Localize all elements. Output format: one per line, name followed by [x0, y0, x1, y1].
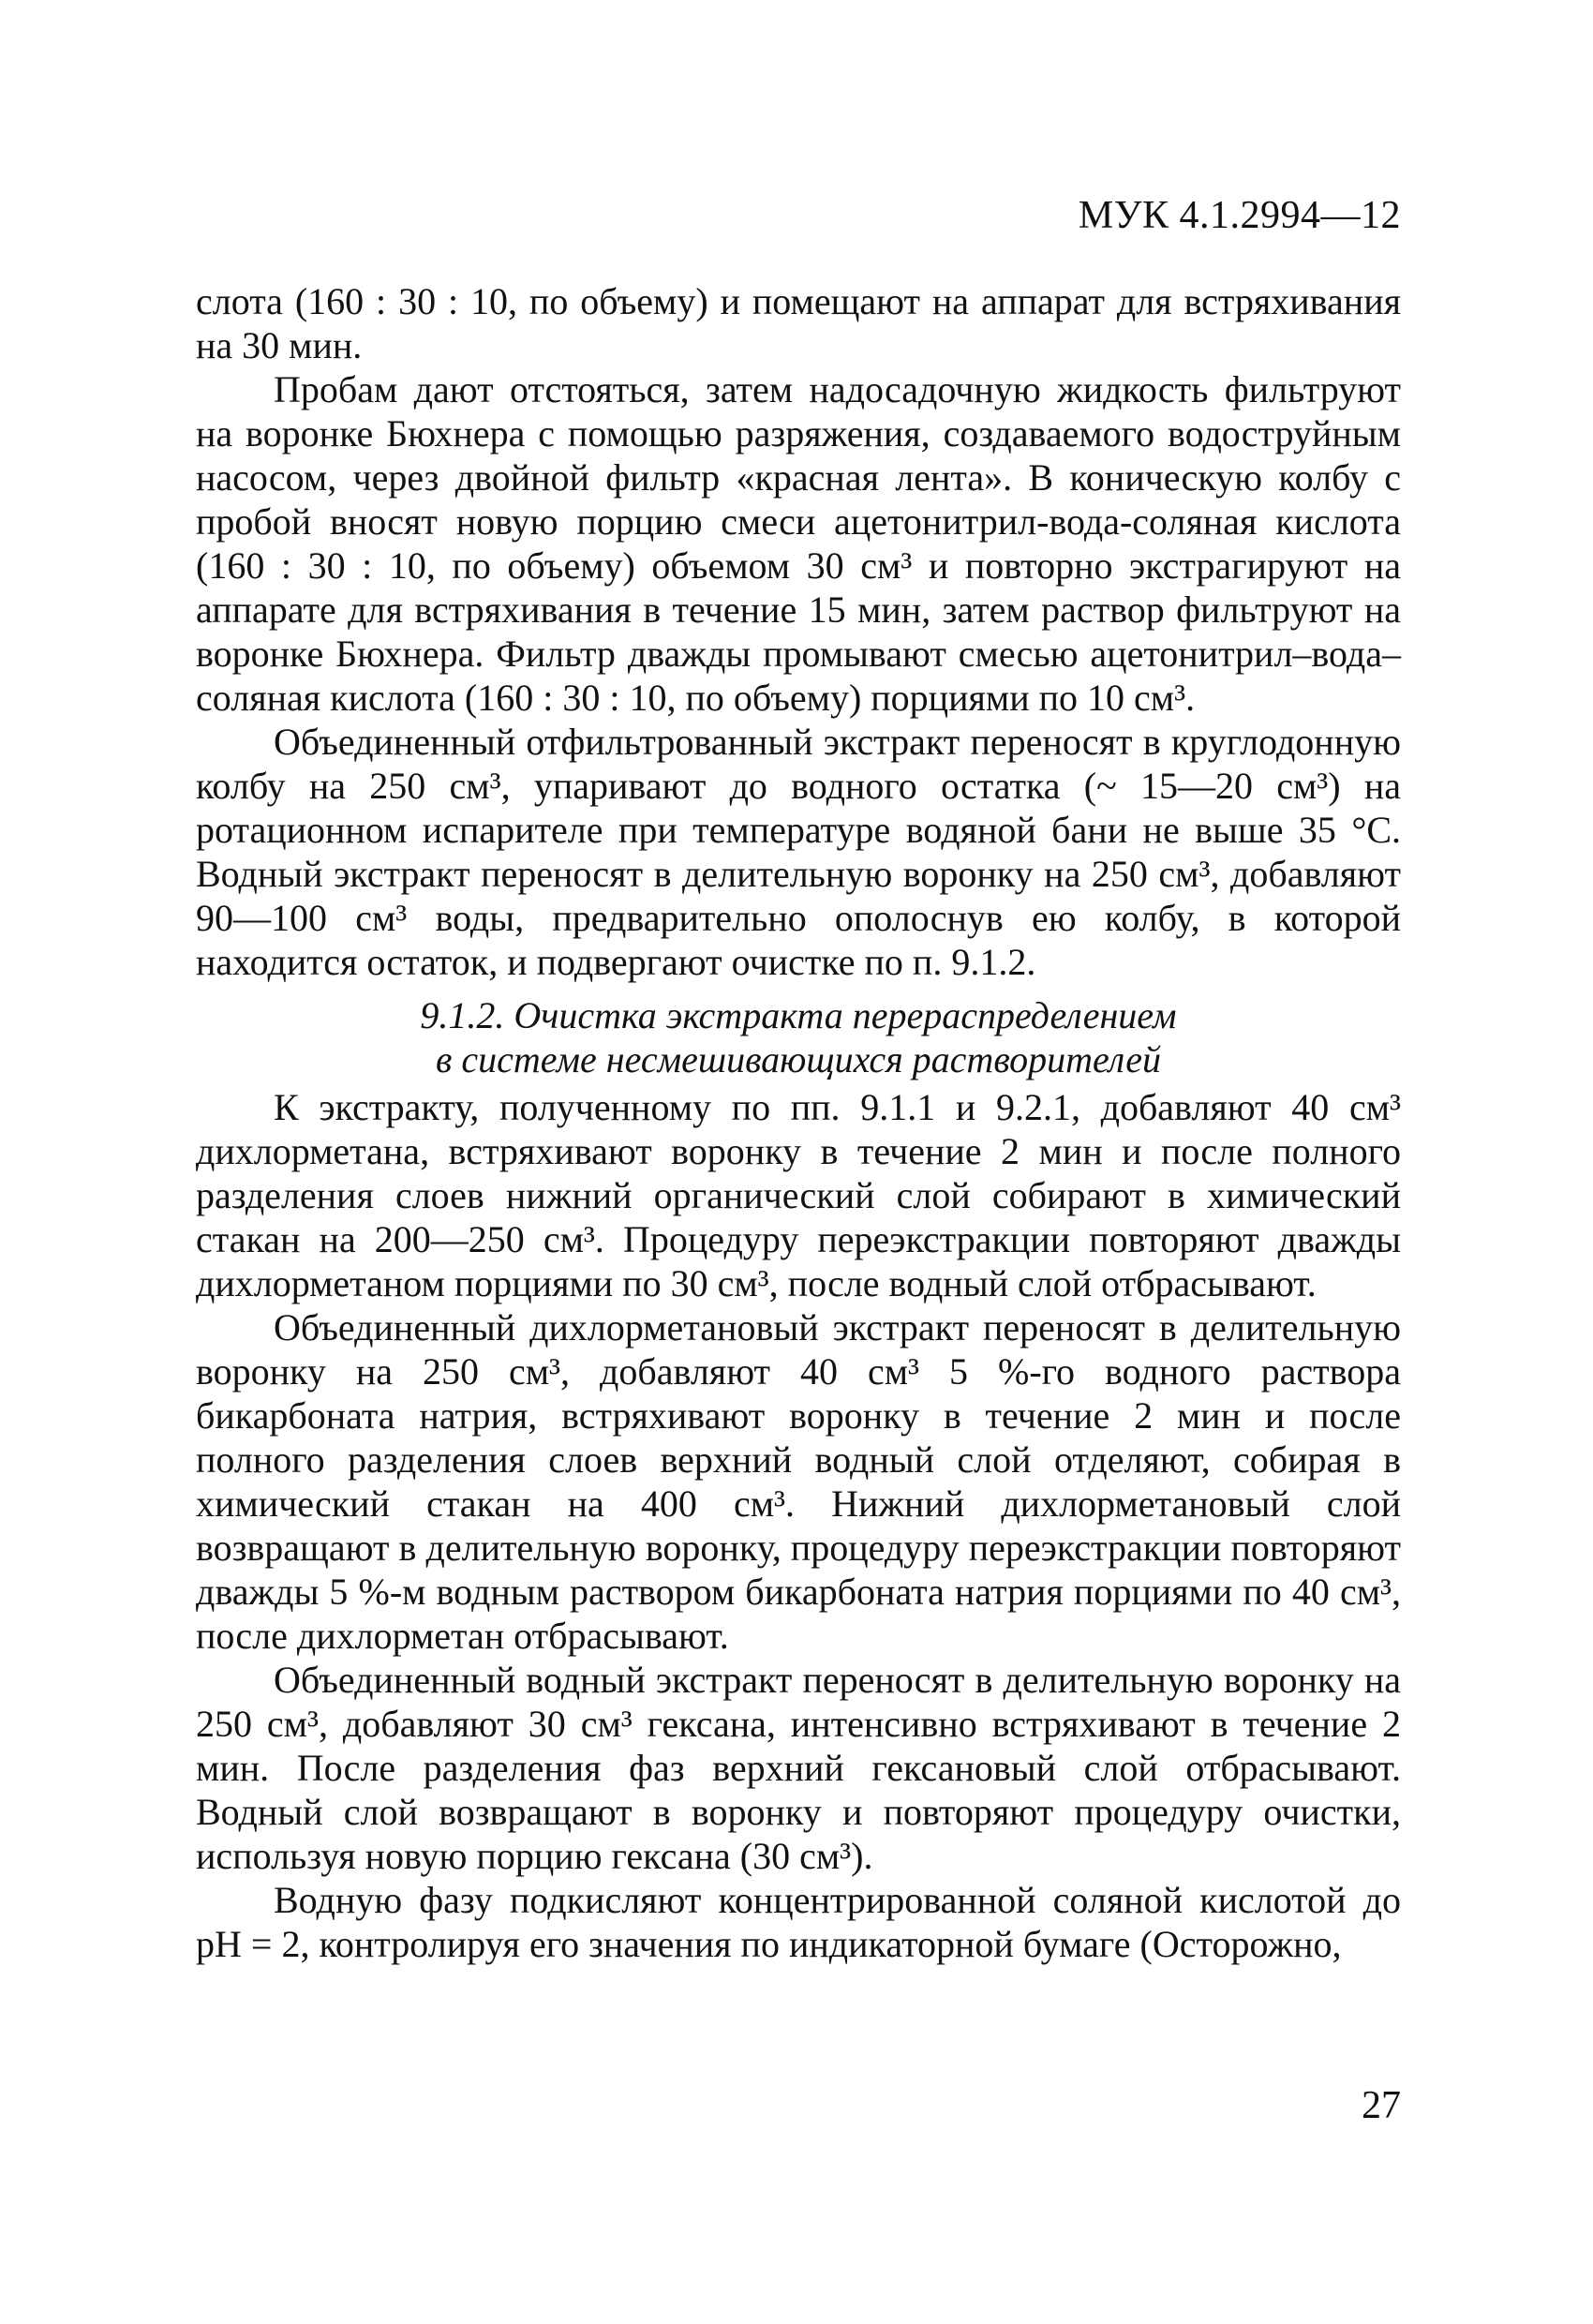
paragraph: К экстракту, полученному по пп. 9.1.1 и 9.2.1, добавляют 40 см³ дихлорметана, встряхивают воронку в течение 2 мин и после полного разделения слоев нижний органический слой собирают в химический стакан на 200—250 см³. Процедуру переэкстракции повторяют дважды дихлорметаном порциями по 30 см³, после водный слой отбрасывают.: [196, 1086, 1401, 1304]
paragraph: Объединенный водный экстракт переносят в делительную воронку на 250 см³, добавляют 30 см³ гексана, интенсивно встряхивают в течение 2 мин. После разделения фаз верхний гексановый слой отбрасывают. Водный слой возвращают в воронку и повторяют процедуру очистки, используя новую порцию гексана (30 см³).: [196, 1659, 1401, 1877]
paragraph: Объединенный дихлорметановый экстракт переносят в делительную воронку на 250 см³, добавляют 40 см³ 5 %-го водного раствора бикарбоната натрия, встряхивают воронку в течение 2 мин и после полного разделения слоев верхний водный слой отделяют, собирая в химический стакан на 400 см³. Нижний дихлорметановый слой возвращают в делительную воронку, процедуру переэкстракции повторяют дважды 5 %-м водным раствором бикарбоната натрия порциями по 40 см³, после дихлорметан отбрасывают.: [196, 1306, 1401, 1657]
section-heading-line: в системе несмешивающихся растворителей: [435, 1038, 1161, 1080]
document-code-header: МУК 4.1.2994—12: [1078, 194, 1401, 237]
paragraph-continuation: слота (160 : 30 : 10, по объему) и помещают на аппарат для встряхивания на 30 мин.: [196, 280, 1401, 366]
body-text: [196, 279, 1401, 1966]
paragraph: Объединенный отфильтрованный экстракт переносят в круглодонную колбу на 250 см³, упаривают до водного остатка (~ 15—20 см³) на ротационном испарителе при температуре водяной бани не выше 35 °С. Водный экстракт переносят в делительную воронку на 250 см³, добавляют 90—100 см³ воды, предварительно ополоснув ею колбу, в которой находится остаток, и подвергают очистке по п. 9.1.2.: [196, 721, 1401, 983]
paragraph: Пробам дают отстояться, затем надосадочную жидкость фильтруют на воронке Бюхнера с помощью разряжения, создаваемого водоструйным насосом, через двойной фильтр «красная лента». В коническую колбу с пробой вносят новую порцию смеси ацетонитрил-вода-соляная кислота (160 : 30 : 10, по объему) объемом 30 см³ и повторно экстрагируют на аппарате для встряхивания в течение 15 мин, затем раствор фильтруют на воронке Бюхнера. Фильтр дважды промывают смесью ацетонитрил–вода–соляная кислота (160 : 30 : 10, по объему) порциями по 10 см³.: [196, 368, 1401, 719]
paragraph: Водную фазу подкисляют концентрированной соляной кислотой до рН = 2, контролируя его значения по индикаторной бумаге (Осторожно,: [196, 1879, 1401, 1965]
section-heading-line: 9.1.2. Очистка экстракта перераспределением: [420, 994, 1177, 1036]
section-heading: [196, 993, 1401, 1081]
page-number: 27: [1362, 2084, 1401, 2127]
